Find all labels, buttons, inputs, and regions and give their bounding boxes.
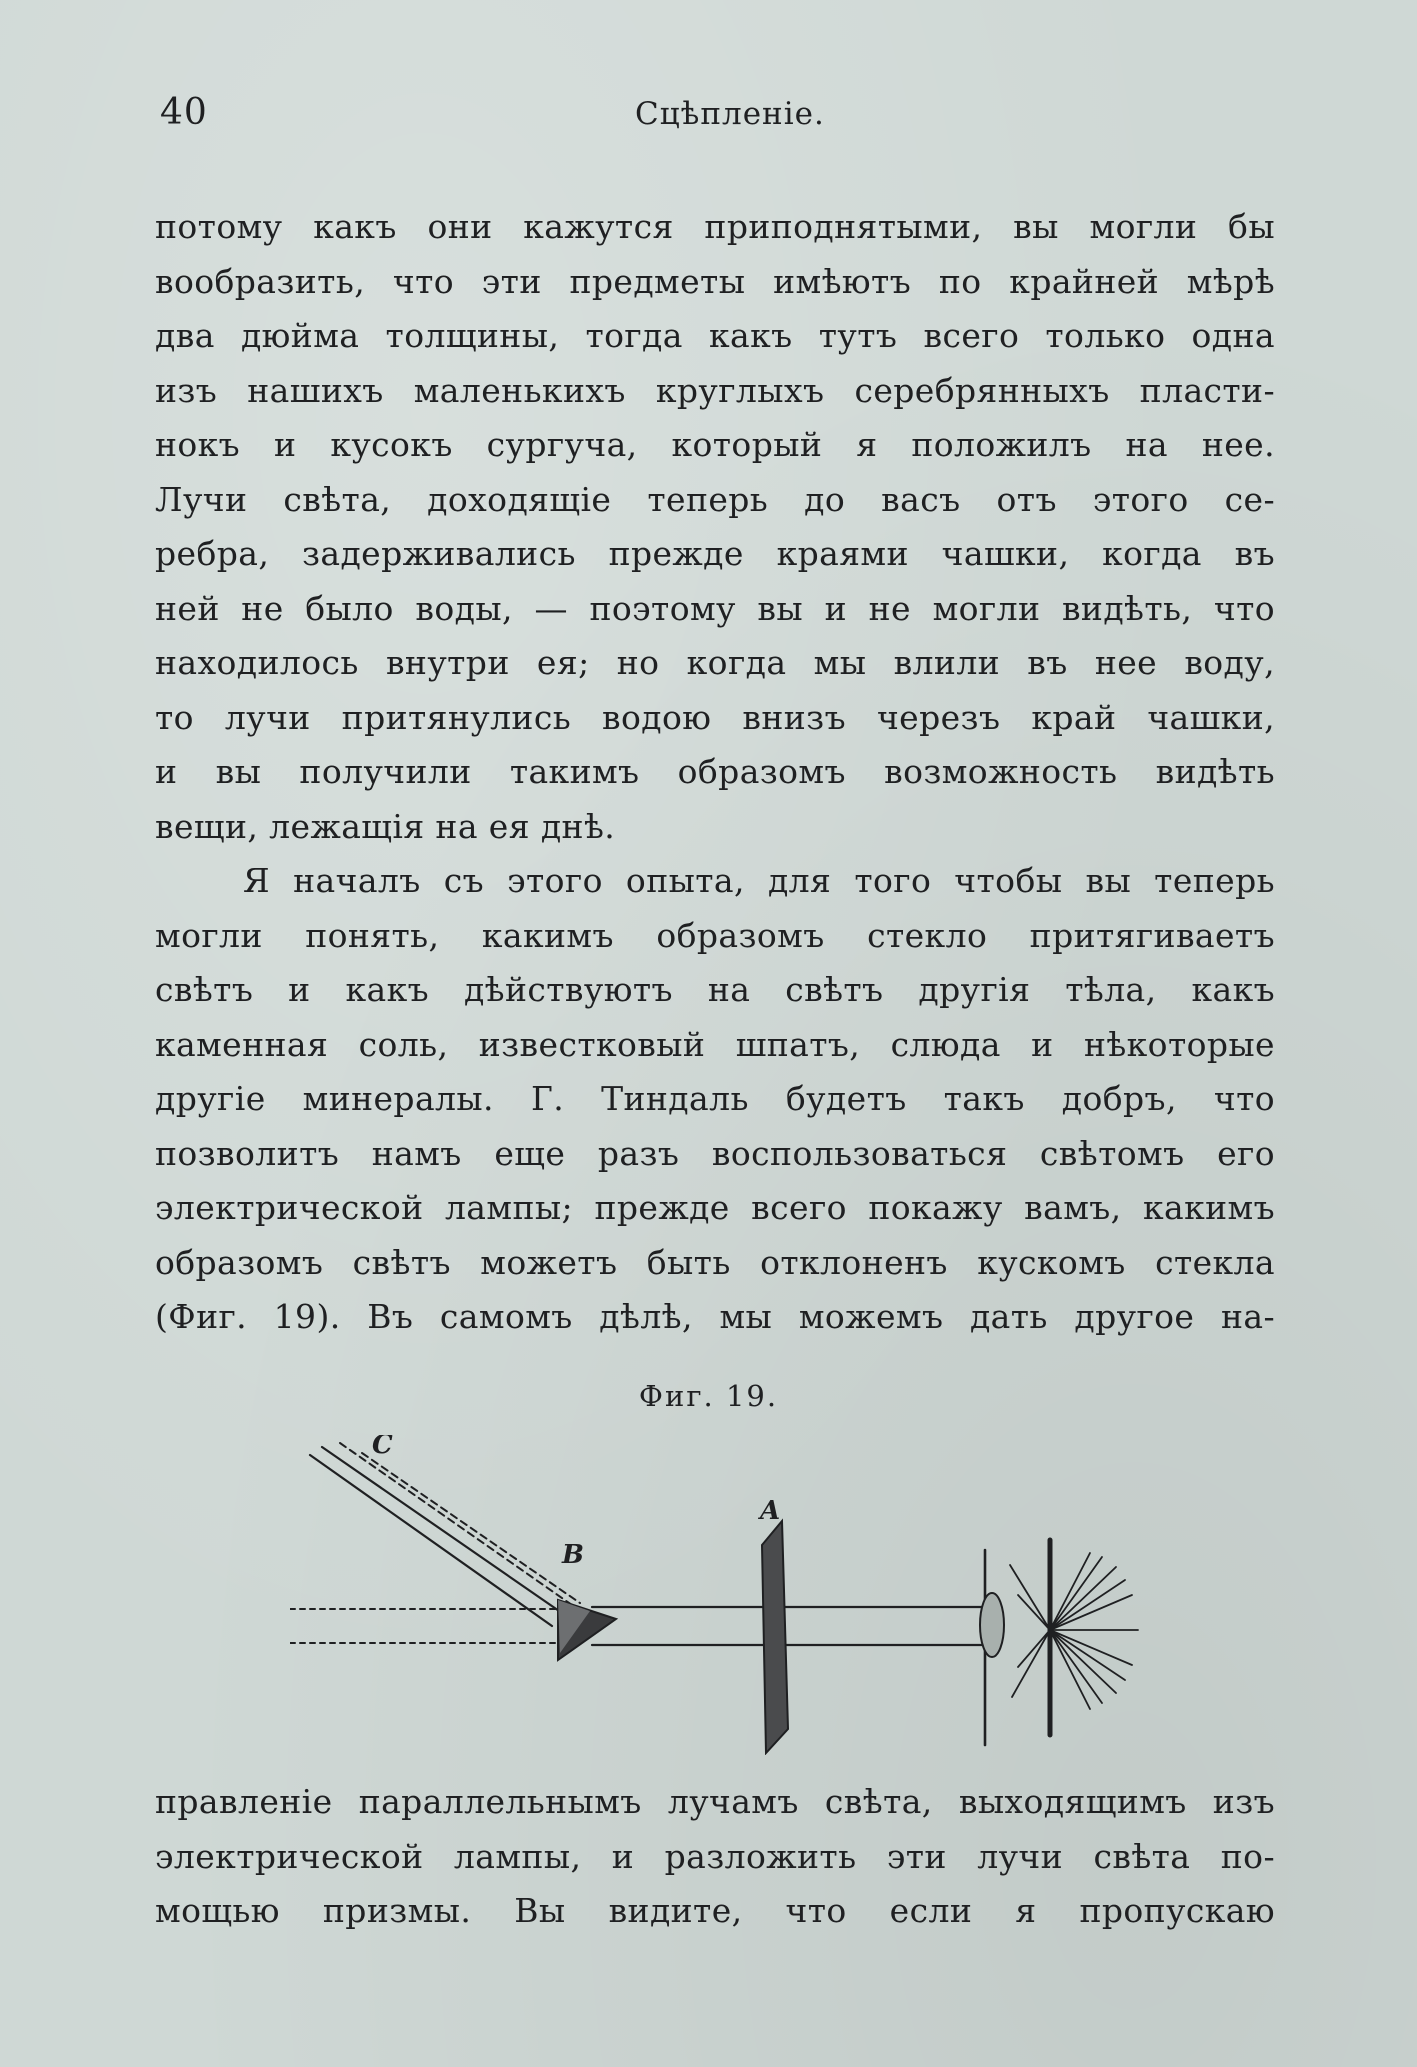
text-line: находилось внутри ея; но когда мы влили въ нее воду, — [155, 643, 1275, 682]
page-number: 40 — [160, 92, 208, 133]
figure-19 — [290, 1435, 1160, 1755]
text-line: электрической лампы, и разложить эти лучи свѣта по- — [155, 1836, 1275, 1876]
text-line: образомъ свѣтъ можетъ быть отклоненъ кускомъ стекла — [155, 1242, 1275, 1282]
incoming-ray — [322, 1447, 562, 1613]
text-line: мощью призмы. Вы видите, что если я пропускаю — [155, 1891, 1275, 1930]
text-line: ней не было воды, — поэтому вы и не могли видѣть, что — [155, 588, 1275, 628]
incoming-ray — [340, 1443, 572, 1605]
text-line: изъ нашихъ маленькихъ круглыхъ серебрянныхъ пласти- — [155, 370, 1275, 410]
incoming-ray — [310, 1455, 552, 1626]
page-header — [160, 92, 1280, 142]
text-line: (Фиг. 19). Въ самомъ дѣлѣ, мы можемъ дать другое на- — [155, 1297, 1275, 1336]
running-title: Сцѣпленіе. — [635, 96, 825, 132]
text-line: позволитъ намъ еще разъ воспользоваться свѣтомъ его — [155, 1133, 1275, 1173]
incoming-ray — [362, 1453, 580, 1603]
text-line: ребра, задерживались прежде краями чашки, когда въ — [155, 534, 1275, 573]
label-b: B — [562, 1540, 584, 1570]
text-line: и вы получили такимъ образомъ возможность видѣть — [155, 752, 1275, 791]
text-line: электрической лампы; прежде всего покажу вамъ, какимъ — [155, 1188, 1275, 1227]
text-line: каменная соль, известковый шпатъ, слюда и нѣкоторые — [155, 1024, 1275, 1064]
text-line: то лучи притянулись водою внизъ черезъ край чашки, — [155, 697, 1275, 737]
text-line: нокъ и кусокъ сургуча, который я положилъ на нее. — [155, 425, 1275, 464]
body-text-bottom — [155, 1775, 1275, 1939]
body-text-top — [155, 200, 1275, 1345]
lens — [980, 1593, 1004, 1657]
starburst — [1010, 1553, 1138, 1709]
text-line: правленіе параллельнымъ лучамъ свѣта, выходящимъ изъ — [155, 1782, 1275, 1821]
text-line: Лучи свѣта, доходящіе теперь до васъ отъ этого се- — [155, 479, 1275, 519]
figure-caption: Фиг. 19. — [638, 1379, 779, 1413]
text-line: другіе минералы. Г. Тиндаль будетъ такъ добръ, что — [155, 1079, 1275, 1118]
text-line: потому какъ они кажутся приподнятыми, вы могли бы — [155, 207, 1275, 246]
text-line: вообразить, что эти предметы имѣютъ по крайней мѣрѣ — [155, 261, 1275, 301]
text-line: Я началъ съ этого опыта, для того чтобы вы теперь — [243, 861, 1275, 900]
text-line: могли понять, какимъ образомъ стекло притягиваетъ — [155, 915, 1275, 955]
text-line: два дюйма толщины, тогда какъ тутъ всего только одна — [155, 316, 1275, 355]
text-line: вещи, лежащія на ея днѣ. — [155, 806, 616, 846]
plate-a — [762, 1521, 788, 1753]
label-a: A — [760, 1496, 781, 1526]
text-line: свѣтъ и какъ дѣйствуютъ на свѣтъ другія тѣла, какъ — [155, 970, 1275, 1009]
prism-diagram — [290, 1435, 1160, 1755]
label-c: C — [372, 1435, 393, 1460]
